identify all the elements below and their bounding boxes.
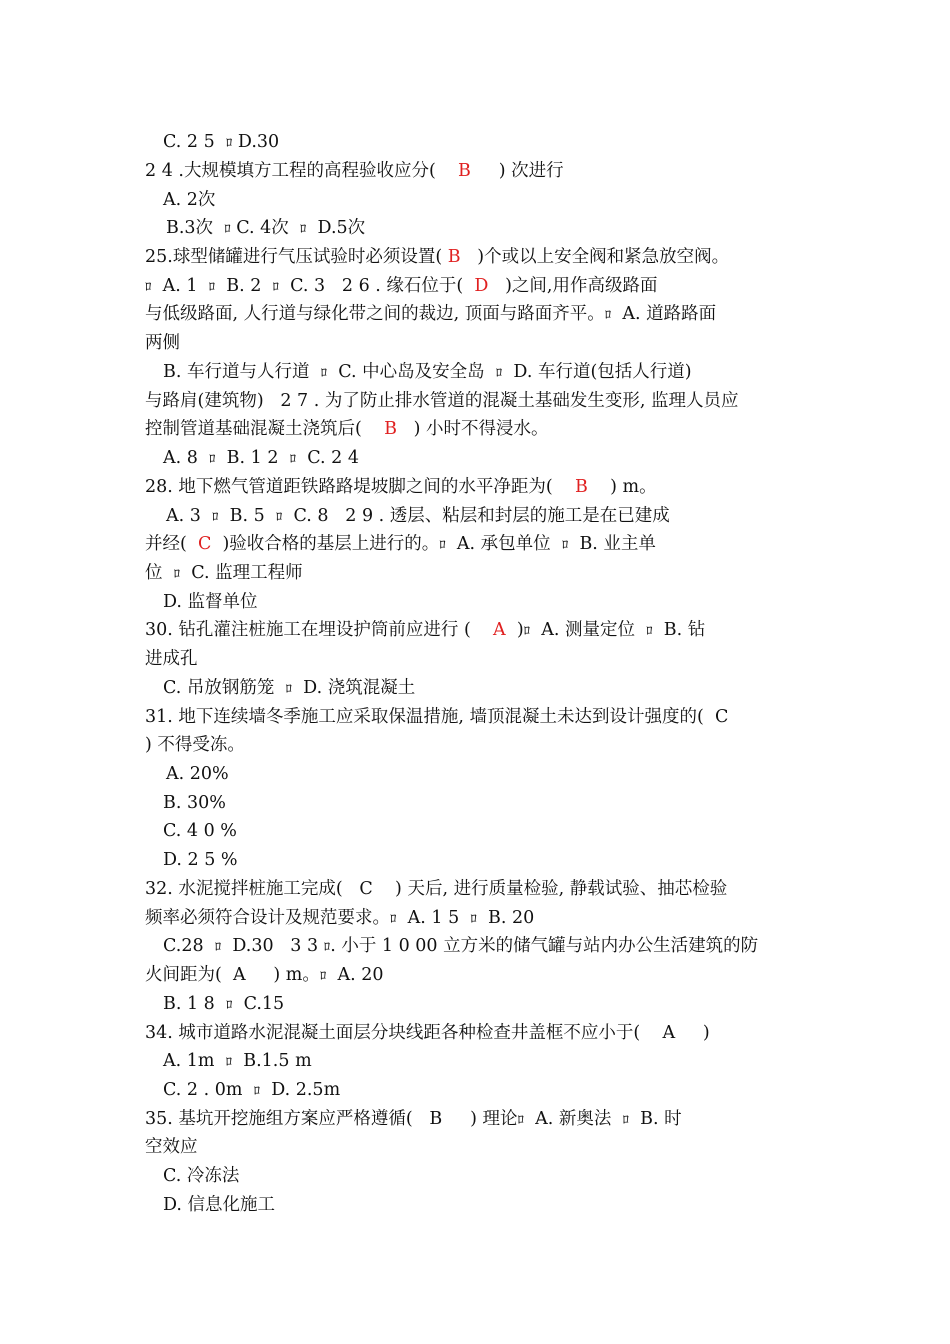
- answer-letter: D: [474, 276, 489, 296]
- text-line: [163, 128, 279, 156]
- line-text: D. 2.5m: [260, 1080, 341, 1100]
- line-text: D. 车行道(包括人行道): [502, 362, 692, 382]
- separator-glyph: ﾛ: [145, 280, 152, 295]
- line-text: A. 2次: [163, 190, 216, 210]
- text-line: [163, 1076, 340, 1104]
- text-line: [163, 186, 215, 214]
- text-line: [145, 875, 727, 903]
- line-text: 2 4 .大规模填方工程的高程验收应分(: [145, 161, 459, 181]
- line-text: D. 浇筑混凝土: [292, 678, 416, 698]
- line-text: 并经(: [145, 534, 198, 554]
- line-text: ): [505, 620, 524, 640]
- line-text: B. 5: [218, 506, 276, 526]
- line-text: 空效应: [145, 1137, 198, 1157]
- line-text: C. 3 2 6 . 缘石位于(: [279, 276, 475, 296]
- line-text: C. 吊放钢筋笼: [163, 678, 286, 698]
- line-text: A. 20: [326, 965, 384, 985]
- line-text: A. 1 5: [396, 908, 471, 928]
- line-text: C. 4次: [230, 218, 300, 238]
- answer-letter: C: [197, 534, 212, 554]
- text-line: [163, 674, 415, 702]
- text-line: [163, 1191, 275, 1219]
- separator-glyph: ﾛ: [470, 912, 477, 927]
- line-text: B. 1 8: [163, 994, 226, 1014]
- separator-glyph: ﾛ: [289, 452, 297, 467]
- line-text: B. 车行道与人行道: [163, 362, 321, 382]
- text-line: [145, 530, 656, 558]
- line-text: C. 8 2 9 . 透层、粘层和封层的施工是在已建成: [282, 506, 670, 526]
- separator-glyph: ﾛ: [225, 1055, 233, 1070]
- text-line: [163, 588, 258, 616]
- text-line: [163, 789, 226, 817]
- line-text: B. 时: [629, 1109, 682, 1129]
- line-text: D. 监督单位: [163, 592, 258, 612]
- separator-glyph: ﾛ: [224, 222, 231, 237]
- line-text: C. 4 0 %: [163, 821, 237, 841]
- line-text: 与低级路面, 人行道与绿化带之间的裁边, 顶面与路面齐平。: [145, 304, 605, 324]
- separator-glyph: ﾛ: [225, 136, 233, 151]
- line-text: C. 中心岛及安全岛: [327, 362, 496, 382]
- text-line: [163, 1162, 239, 1190]
- separator-glyph: ﾛ: [561, 538, 569, 553]
- separator-glyph: ﾛ: [173, 567, 181, 582]
- separator-glyph: ﾛ: [285, 682, 293, 697]
- line-text: B. 业主单: [568, 534, 656, 554]
- line-text: ) 小时不得浸水。: [396, 419, 549, 439]
- line-text: C. 2 4: [296, 448, 359, 468]
- line-text: 控制管道基础混凝土浇筑后(: [145, 419, 385, 439]
- line-text: 与路肩(建筑物) 2 7 . 为了防止排水管道的混凝土基础发生变形, 监理人员应: [145, 391, 739, 411]
- text-line: [145, 559, 303, 587]
- text-line: [166, 502, 670, 530]
- line-text: C.28: [163, 936, 215, 956]
- separator-glyph: ﾛ: [253, 1084, 261, 1099]
- text-line: [145, 1019, 710, 1047]
- text-line: [145, 1133, 198, 1161]
- text-line: [145, 272, 657, 300]
- separator-glyph: ﾛ: [212, 510, 219, 525]
- line-text: D.30 3 3: [221, 936, 324, 956]
- text-line: [163, 444, 359, 472]
- line-text: D. 2 5 %: [163, 850, 238, 870]
- line-text: A. 1: [151, 276, 209, 296]
- line-text: C. 监理工程师: [180, 563, 303, 583]
- line-text: 25.球型储罐进行气压试验时必须设置(: [145, 247, 448, 267]
- line-text: C.15: [232, 994, 285, 1014]
- separator-glyph: ﾛ: [214, 940, 222, 955]
- text-line: [145, 616, 705, 644]
- line-text: ) 次进行: [470, 161, 564, 181]
- line-text: 30. 钻孔灌注桩施工在埋设护筒前应进行 (: [145, 620, 494, 640]
- line-text: 位: [145, 563, 174, 583]
- line-text: . 小于 1 0 00 立方米的储气罐与站内办公生活建筑的防: [330, 936, 759, 956]
- line-text: A. 承包单位: [445, 534, 562, 554]
- separator-glyph: ﾛ: [319, 969, 327, 984]
- line-text: A. 20%: [166, 764, 229, 784]
- line-text: A. 新奥法: [523, 1109, 623, 1129]
- separator-glyph: ﾛ: [390, 912, 397, 927]
- text-line: [163, 1047, 312, 1075]
- separator-glyph: ﾛ: [523, 624, 531, 639]
- line-text: C. 2 . 0m: [163, 1080, 254, 1100]
- text-line: [145, 415, 549, 443]
- text-line: [163, 932, 758, 960]
- line-text: )验收合格的基层上进行的。: [211, 534, 440, 554]
- separator-glyph: ﾛ: [299, 222, 307, 237]
- line-text: 28. 地下燃气管道距铁路路堤坡脚之间的水平净距为(: [145, 477, 575, 497]
- text-line: [145, 157, 564, 185]
- text-line: [163, 358, 692, 386]
- line-text: A. 道路路面: [611, 304, 717, 324]
- text-line: [145, 243, 729, 271]
- separator-glyph: ﾛ: [208, 280, 216, 295]
- separator-glyph: ﾛ: [320, 366, 328, 381]
- line-text: C. 冷冻法: [163, 1166, 240, 1186]
- text-line: [163, 990, 284, 1018]
- line-text: 32. 水泥搅拌桩施工完成( C ) 天后, 进行质量检验, 静载试验、抽芯检验: [145, 879, 728, 899]
- answer-letter: B: [574, 477, 588, 497]
- line-text: 31. 地下连续墙冬季施工应采取保温措施, 墙顶混凝土未达到设计强度的( C: [145, 707, 729, 727]
- text-line: [166, 760, 229, 788]
- line-text: ) 不得受冻。: [145, 735, 245, 755]
- line-text: B. 30%: [163, 793, 226, 813]
- separator-glyph: ﾛ: [646, 624, 653, 639]
- text-line: [145, 731, 245, 759]
- line-text: 两侧: [145, 333, 180, 353]
- line-text: A. 1m: [163, 1051, 226, 1071]
- separator-glyph: ﾛ: [495, 366, 503, 381]
- text-line: [145, 473, 657, 501]
- text-line: [145, 1105, 682, 1133]
- line-text: B. 20: [476, 908, 535, 928]
- text-line: [163, 817, 237, 845]
- separator-glyph: ﾛ: [604, 308, 612, 323]
- line-text: D.5次: [306, 218, 366, 238]
- answer-letter: B: [447, 247, 461, 267]
- line-text: B. 钻: [652, 620, 706, 640]
- separator-glyph: ﾛ: [272, 280, 280, 295]
- text-line: [145, 703, 728, 731]
- line-text: C. 2 5: [163, 132, 226, 152]
- line-text: D. 信息化施工: [163, 1195, 276, 1215]
- answer-letter: B: [458, 161, 471, 181]
- line-text: 34. 城市道路水泥混凝土面层分块线距各种检查井盖框不应小于( A ): [145, 1023, 710, 1043]
- text-line: [145, 300, 716, 328]
- separator-glyph: ﾛ: [439, 538, 446, 553]
- line-text: B.1.5 m: [232, 1051, 312, 1071]
- text-line: [145, 329, 180, 357]
- text-line: [166, 214, 365, 242]
- text-line: [145, 387, 739, 415]
- line-text: 35. 基坑开挖施组方案应严格遵循( B ) 理论: [145, 1109, 518, 1129]
- line-text: A. 测量定位: [530, 620, 647, 640]
- text-line: [145, 645, 198, 673]
- line-text: D.30: [232, 132, 280, 152]
- line-text: 进成孔: [145, 649, 198, 669]
- line-text: A. 8: [163, 448, 210, 468]
- line-text: B.3次: [166, 218, 225, 238]
- line-text: 火间距为( A ) m。: [145, 965, 320, 985]
- line-text: ) m。: [587, 477, 657, 497]
- line-text: )之间,用作高级路面: [488, 276, 658, 296]
- separator-glyph: ﾛ: [517, 1113, 524, 1128]
- line-text: B. 2: [215, 276, 273, 296]
- text-line: [145, 961, 384, 989]
- separator-glyph: ﾛ: [209, 452, 216, 467]
- text-line: [145, 904, 534, 932]
- line-text: 频率必须符合设计及规范要求。: [145, 908, 390, 928]
- line-text: A. 3: [166, 506, 213, 526]
- separator-glyph: ﾛ: [622, 1113, 629, 1128]
- separator-glyph: ﾛ: [323, 940, 331, 955]
- line-text: )个或以上安全阀和紧急放空阀。: [460, 247, 730, 267]
- separator-glyph: ﾛ: [275, 510, 283, 525]
- answer-letter: A: [493, 620, 506, 640]
- text-line: [163, 846, 238, 874]
- separator-glyph: ﾛ: [225, 998, 233, 1013]
- answer-letter: B: [384, 419, 397, 439]
- line-text: B. 1 2: [215, 448, 290, 468]
